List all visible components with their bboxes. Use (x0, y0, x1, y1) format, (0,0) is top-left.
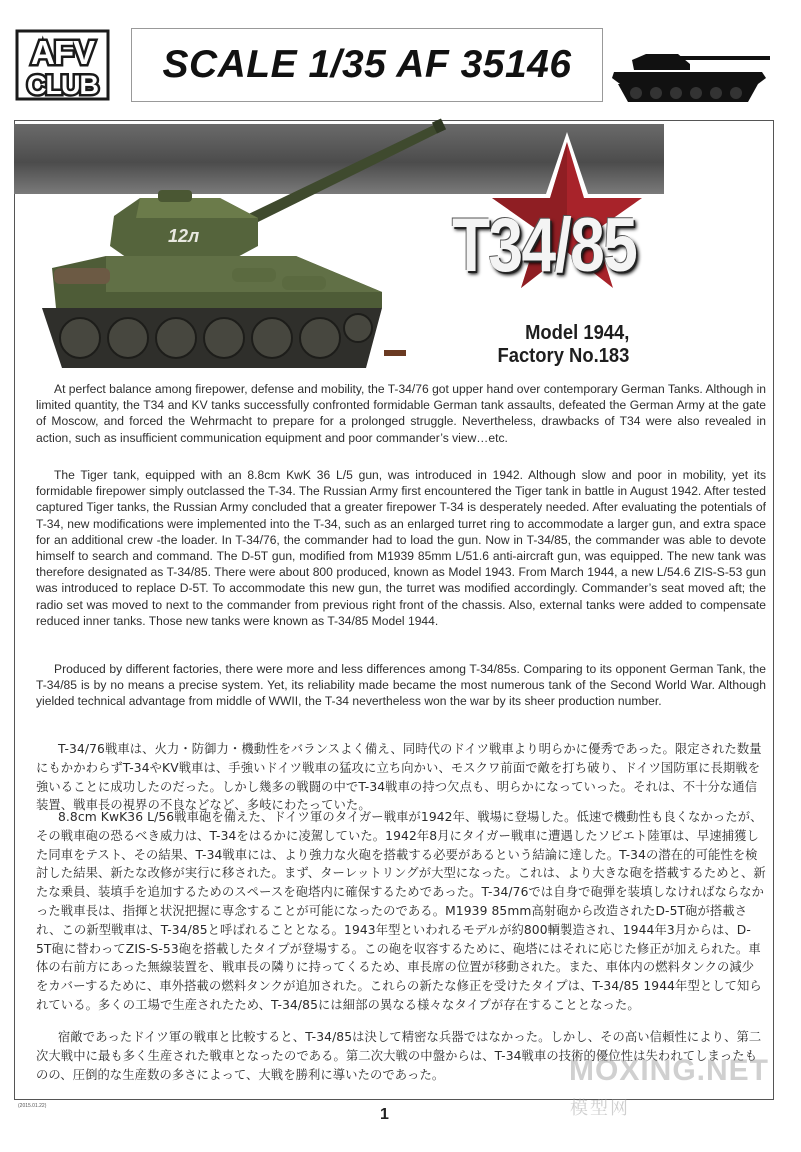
t34-85-tank-illustration (36, 118, 446, 376)
page-number: 1 (380, 1106, 389, 1123)
watermark: MOXING.NET (569, 1054, 770, 1087)
model-title: T34/85 (452, 203, 637, 288)
english-paragraph-2 (36, 467, 766, 629)
japanese-paragraph-text: 宿敵であったドイツ軍の戦車と比較すると、T-34/85は決して精密な兵器ではなかった。しかし、その高い信頼性により、第二次大戦中に最も多く生産された戦車となったのである。第二次大戦の中盤からは、T-34戦車の技術的優位性は失われてしまったものの、圧倒的な生産数の多さによって、大戦を勝利に導いたのであった。 (36, 1030, 762, 1082)
afv-club-logo (14, 28, 111, 102)
japanese-paragraph-2 (36, 808, 766, 1015)
logo-text-top: AFV (31, 34, 94, 71)
tank-silhouette-icon (612, 50, 772, 106)
english-paragraph-3 (36, 661, 766, 710)
japanese-paragraph-text: 8.8cm KwK36 L/56戦車砲を備えた、ドイツ軍のタイガー戦車が1942年、戦場に登場した。低速で機動性も良くなかったが、その戦車砲の恐るべき威力は、T-34をはるかに凌駕していた。1942年8月にタイガー戦車に遭遇したソビエト陸軍は、早速捕獲した同車をテスト、その結果、T-34戦車には、より強力な火砲を搭載する必要があるという結論に達した。T-34の潜在的可能性を検討した結果、新たな改修が実行に移された。まず、ターレットリングが大型になった。これは、より大きな砲を搭載するためと、新たな乗員、装填手を追加するためのスペースを砲塔内に確保するためであった。T-34/76では自身で砲弾を装填しなければならなかった戦車長は、指揮と状況把握に専念することが可能になったのである。M1939 85mm高射砲から改造されたD-5T砲が搭載され、この新型戦車は、T-34/85と呼ばれることとなる。1943年型といわれるモデルが約800輌製造され、1944年3月からは、D-5T砲に替わってZIS-S-53砲を搭載したタイプが登場する。この砲を収容するために、砲塔にはそれに応じた修正が加えられた。車体の右前方にあった無線装置を、戦車長の隣りに持ってくるため、車長席の位置が移動された。また、車体内の燃料タンクの減少をカバーするために、車外搭載の燃料タンクが追加された。これらの新たな修正を受けたタイプは、T-34/85 1944年型として知られている。多くの工場で生産されたため、T-34/85には細部の異なる様々なタイプが存在することとなった。 (36, 810, 766, 1012)
page-title: SCALE 1/35 AF 35146 (162, 43, 572, 86)
english-paragraph-text: At perfect balance among firepower, defense and mobility, the T-34/76 got upper hand over contemporary German Tanks. Although in limited quantity, the T34 and KV tanks successfully confronted formidable German tank assaults, defeated the German Army at the gate of Moscow, and forced the Wehrmacht to prepare for a prolonged struggle. Nevertheless, drawbacks of T34 were also revealed in action, such as insufficient communication equipment and poor commander’s view…etc. (36, 382, 766, 445)
turret-marking: 12л (168, 226, 200, 246)
japanese-paragraph-text: T-34/76戦車は、火力・防御力・機動性をバランスよく備え、同時代のドイツ戦車より明らかに優秀であった。限定された数量にもかかわらずT-34やKV戦車は、手強いドイツ戦車の猛攻に立ち向かい、モスクワ前面で敵を打ち破り、ドイツ国防軍に長期戦を強いることに成功したのだった。しかし幾多の戦闘の中でT-34戦車の持つ欠点も、明らかになっていった。それは、不十分な通信装置、戦車長の視界の不良などなど、多岐にわたっていた。 (36, 742, 762, 813)
model-line-2: Factory No.183 (497, 345, 629, 367)
english-paragraph-1 (36, 381, 766, 446)
english-paragraph-text: Produced by different factories, there were more and less differences among T-34/85s. Comparing to its opponent German Tank, the T-34/85 is by no means a precise system. Yet, its reliability made became the most numerous tank of the Second World War. Although yielded technical advantage from middle of WWII, the T-34 nevertheless won the war by its sheer production number. (36, 662, 766, 709)
title-box (131, 28, 603, 102)
english-paragraph-text: The Tiger tank, equipped with an 8.8cm KwK 36 L/5 gun, was introduced in 1942. Although slow and poor in mobility, yet its formidable firepower simply outclassed the T-34. The Russian Army first encountered the Tiger tank in battle in August 1942. After tested captured Tiger tanks, the Russian Army concluded that a greater firepower T-34 is desperately needed. After evaluating the potentials of T-34, new modifications were implemented into the T-34, such as an enlarged turret ring to accommodate a larger gun, and extra space for an additional crew -the loader. In T-34/76, the commander had to load the gun. Now in T-34/85, the commander was able to devote himself to search and command. The D-5T gun, modified from M1939 85mm L/51.6 anti-aircraft gun, was equipped. The new tank was therefore designated as T-34/85. There were about 800 produced, known as Model 1943. From March 1944, a new L/54.6 ZIS-S-53 gun was introduced to replace D-5T. To accommodate this new gun, the turret was modified accordingly. Commander’s seat moved aft; the radio set was moved to next to the commander from previous right front of the chassis. Also, external tanks were added to compensate reduced inner tanks. Those new tanks were known as T-34/85 Model 1944. (36, 468, 766, 628)
print-code: (2015.01.22) (18, 1103, 47, 1109)
model-line-1: Model 1944, (524, 322, 629, 344)
watermark-sub: 模型网 (570, 1098, 630, 1118)
japanese-paragraph-1 (36, 740, 766, 815)
logo-text-bottom: CLUB (27, 70, 98, 100)
